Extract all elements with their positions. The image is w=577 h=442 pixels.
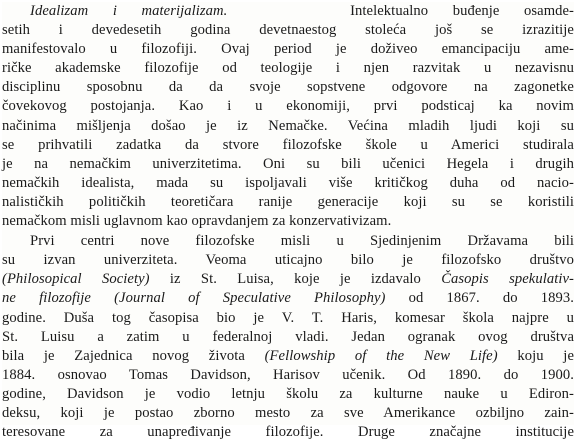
text-line xyxy=(2,347,574,366)
text-line: 1884. osnovao Tomas Davidson, Harisov učenik. Od 1890. do 1900. xyxy=(2,366,574,383)
line-text: bila je Zajednica novog života xyxy=(2,347,265,364)
text-line: St. Luisu a zatim u federalnoj vladi. Jedan ogranak ovog društva xyxy=(2,328,574,345)
text-line: je na nemačkim univerzitetima. Oni su bili učenici Hegela i drugih xyxy=(2,155,574,172)
fellowship-name: (Fellowship of the New Life) xyxy=(264,347,498,364)
text-line: setih i devedesetih godina devetnaestog stoleća još se izrazitije xyxy=(2,22,574,39)
text-line: načinima mišljenja došao je iz Nemačke. Većina mladih ljudi koji su xyxy=(2,117,574,134)
text-line: nalističkih političkih teoretičara ranije generacije koji su se koristili xyxy=(2,193,574,210)
text-line: disciplinu sposobnu da da svoje sopstvene odgovore na zagonetke xyxy=(2,79,574,96)
paragraph-first-centers xyxy=(2,232,574,442)
text-line: se prihvatili zadatka da stvore filozofske škole u Americi studirala xyxy=(2,136,574,153)
line-text: koju je xyxy=(497,347,574,364)
text-line: nemačkih idealista, mada su ispoljavali više kritičkog duha od nacio- xyxy=(2,174,574,191)
text-line: čovekovog postojanja. Kao i u ekonomiji, prvi podsticaj ka novim xyxy=(2,98,574,115)
text-line: godine. Duša tog časopisa bio je V. T. Haris, komesar škola najpre u xyxy=(2,309,574,326)
text-line: nemačkom misli uglavnom kao opravdanjem za konzervativizam. xyxy=(2,213,392,230)
text-line: Prvi centri nove filozofske misli u Sjedinjenim Državama bili xyxy=(30,233,574,250)
society-name: (Philosopical Society) xyxy=(2,271,150,288)
paragraph-idealism xyxy=(2,2,574,231)
text-line: manifestovalo u filozofiji. Ovaj period je doživeo emancipaciju ame- xyxy=(2,41,574,58)
text-line xyxy=(2,289,574,308)
text-line: deksu, koji je postao zborno mesto za sve Amerikance ozbiljno zain- xyxy=(2,404,574,421)
section-title: Idealizam i materijalizam. xyxy=(30,3,228,19)
text-line xyxy=(2,2,574,21)
line-text: od 1867. do 1893. xyxy=(385,290,574,307)
text-line: teresovane za unapređivanje filozofije. Druge značajne institucije xyxy=(2,424,574,441)
text-line: ričke akademske filozofije od teologije i njen razvitak u nezavisnu xyxy=(2,60,574,77)
document-page xyxy=(2,2,574,441)
journal-title: Časopis spekulativ- xyxy=(441,271,574,288)
line-text: iz St. Luisa, koje je izdavalo xyxy=(149,271,442,288)
text-line xyxy=(2,270,574,289)
journal-title: ne filozofije (Journal of Speculative Philosophy) xyxy=(2,290,386,307)
text-line: godine, Davidson je vodio letnju školu za kulturne nauke u Ediron- xyxy=(2,385,574,402)
text-line: su izvan univerziteta. Veoma uticajno bilo je filozofsko društvo xyxy=(2,252,574,269)
line-text: Intelektualno buđenje osamde- xyxy=(350,3,574,19)
